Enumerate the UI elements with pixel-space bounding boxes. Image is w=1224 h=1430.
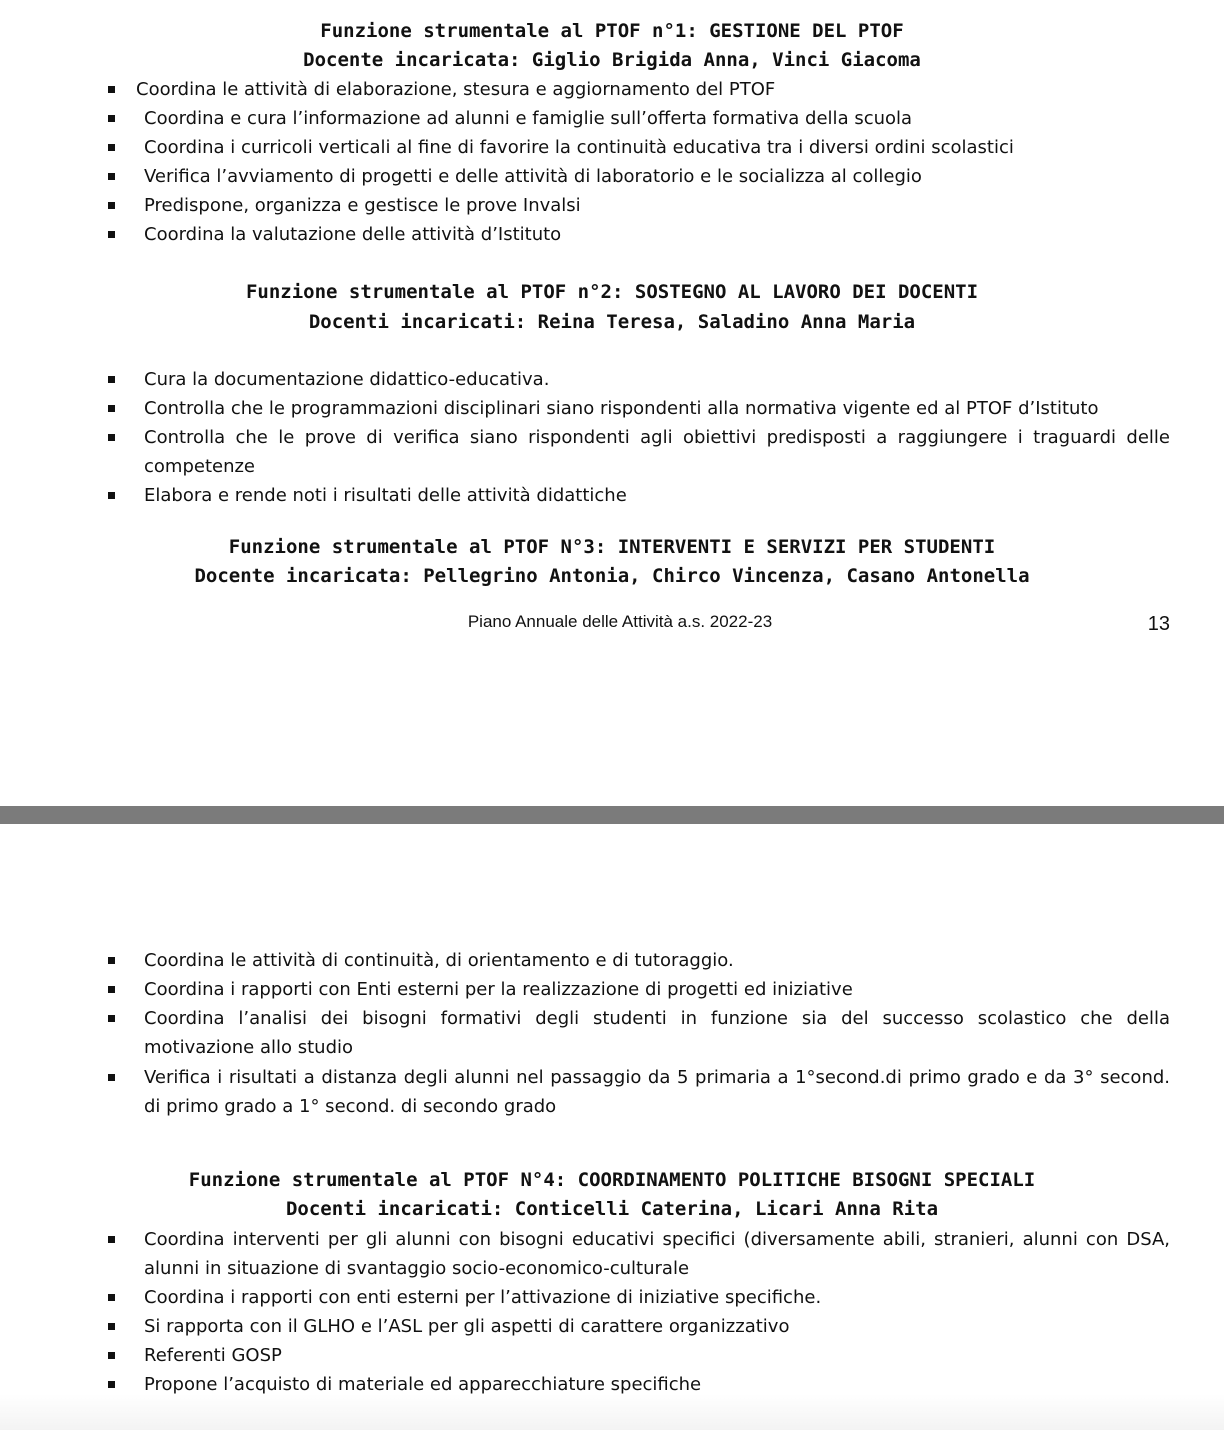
- section-2-item-2: Controlla che le programmazioni disciplinari siano rispondenti alla normativa vigente ed al PTOF d’Istituto: [144, 398, 1099, 419]
- section-1-assignees: Docente incaricata: Giglio Brigida Anna, Vinci Giacoma: [303, 49, 921, 71]
- section-2-item-1: Cura la documentazione didattico-educativa.: [144, 369, 550, 390]
- section-3-assignees: Docente incaricata: Pellegrino Antonia, Chirco Vincenza, Casano Antonella: [194, 565, 1030, 587]
- section-4-title: Funzione strumentale al PTOF N°4: COORDINAMENTO POLITICHE BISOGNI SPECIALI: [188, 1169, 1036, 1191]
- section-1-item-6: Coordina la valutazione delle attività d’Istituto: [144, 224, 562, 245]
- bullet-icon: [108, 405, 115, 412]
- section-1-item-2: Coordina e cura l’informazione ad alunni e famiglie sull’offerta formativa della scuola: [144, 108, 913, 129]
- bullet-icon: [108, 957, 115, 964]
- section-3-item-1: Coordina le attività di continuità, di orientamento e di tutoraggio.: [144, 950, 734, 971]
- section-3-item-4: Verifica i risultati a distanza degli alunni nel passaggio da 5 primaria a 1°second.di primo grado e da 3° second. di primo grado a 1° second. di secondo grado: [144, 1067, 1170, 1117]
- section-4-item-3: Si rapporta con il GLHO e l’ASL per gli aspetti di carattere organizzativo: [144, 1316, 790, 1337]
- bullet-icon: [108, 231, 115, 238]
- section-4-item-1: Coordina interventi per gli alunni con bisogni educativi specifici (diversamente abili, stranieri, alunni con DSA, alunni in situazione di svantaggio socio-economico-culturale: [144, 1229, 1170, 1279]
- section-1-item-3: Coordina i curricoli verticali al fine di favorire la continuità educativa tra i diversi ordini scolastici: [144, 137, 1014, 158]
- bullet-icon: [108, 434, 115, 441]
- section-1-item-5: Predispone, organizza e gestisce le prove Invalsi: [144, 195, 581, 216]
- page-number: 13: [1147, 613, 1170, 635]
- section-4-item-2: Coordina i rapporti con enti esterni per l’attivazione di iniziative specifiche.: [144, 1287, 822, 1308]
- page-separator: [0, 806, 1224, 824]
- section-2-item-4: Elabora e rende noti i risultati delle attività didattiche: [144, 485, 627, 506]
- bullet-icon: [108, 202, 115, 209]
- section-1-item-1: Coordina le attività di elaborazione, stesura e aggiornamento del PTOF: [136, 79, 776, 100]
- bullet-icon: [108, 115, 115, 122]
- bullet-icon: [108, 144, 115, 151]
- document-page-bottom: [0, 824, 1224, 1430]
- bullet-icon: [108, 1236, 115, 1243]
- section-2-title: Funzione strumentale al PTOF n°2: SOSTEGNO AL LAVORO DEI DOCENTI: [245, 281, 979, 303]
- section-1-title: Funzione strumentale al PTOF n°1: GESTIONE DEL PTOF: [320, 20, 904, 42]
- bullet-icon: [108, 492, 115, 499]
- bullet-icon: [108, 1381, 115, 1388]
- section-2-item-3: Controlla che le prove di verifica siano rispondenti agli obiettivi predisposti a raggiungere i traguardi delle competenze: [144, 427, 1170, 477]
- section-4-item-4: Referenti GOSP: [144, 1345, 282, 1366]
- bullet-icon: [108, 1074, 115, 1081]
- section-3-title: Funzione strumentale al PTOF N°3: INTERVENTI E SERVIZI PER STUDENTI: [228, 536, 996, 558]
- bullet-icon: [108, 1352, 115, 1359]
- section-4-item-5: Propone l’acquisto di materiale ed apparecchiature specifiche: [144, 1374, 702, 1395]
- section-3-item-3: Coordina l’analisi dei bisogni formativi degli studenti in funzione sia del successo scolastico che della motivazione allo studio: [144, 1008, 1170, 1058]
- section-4-assignees: Docenti incaricati: Conticelli Caterina, Licari Anna Rita: [285, 1198, 939, 1220]
- section-2-assignees: Docenti incaricati: Reina Teresa, Saladino Anna Maria: [308, 311, 916, 333]
- page-footer: Piano Annuale delle Attività a.s. 2022-23: [467, 612, 773, 631]
- bullet-icon: [108, 986, 115, 993]
- bullet-icon: [108, 1015, 115, 1022]
- section-1-item-4: Verifica l’avviamento di progetti e delle attività di laboratorio e le socializza al collegio: [144, 166, 922, 187]
- bullet-icon: [108, 1294, 115, 1301]
- bullet-icon: [108, 173, 115, 180]
- bullet-icon: [108, 1323, 115, 1330]
- bullet-icon: [108, 86, 115, 93]
- section-3-item-2: Coordina i rapporti con Enti esterni per la realizzazione di progetti ed iniziative: [144, 979, 853, 1000]
- bullet-icon: [108, 376, 115, 383]
